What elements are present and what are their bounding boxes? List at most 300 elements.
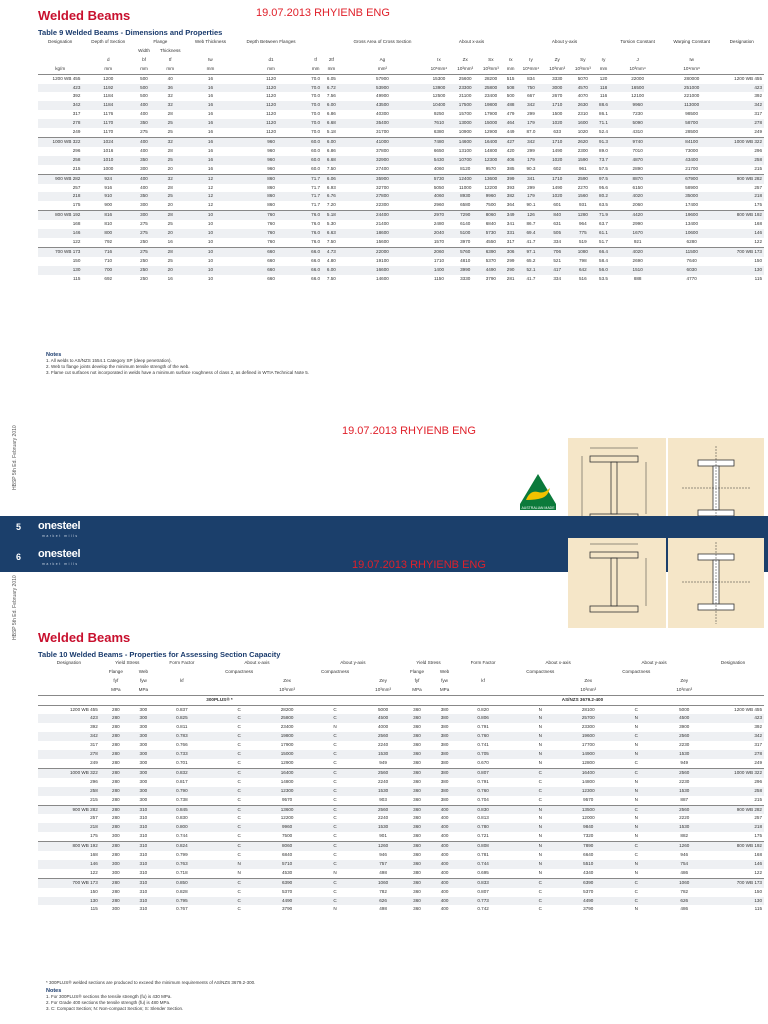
table-cell: 14800	[484, 147, 498, 153]
table-cell: 360	[413, 759, 421, 765]
table9-column-header: About x-axis	[458, 39, 485, 44]
table-cell: 5000	[365, 705, 401, 714]
table-row	[38, 851, 764, 860]
page2-side-text: HBSP 5th Ed. February 2010	[12, 575, 18, 640]
table-cell: 9250	[433, 111, 445, 117]
table-cell: 1590	[577, 156, 588, 162]
table-cell: 1120	[266, 120, 277, 126]
table-cell: 1120	[266, 129, 277, 135]
table-cell: 76.0	[311, 221, 321, 227]
table-cell	[426, 47, 453, 56]
table-cell: Ix	[437, 56, 441, 62]
table-cell: 1710	[544, 137, 570, 146]
table-cell: 0.791	[477, 724, 489, 730]
table-row	[38, 174, 764, 183]
table-row	[38, 257, 764, 266]
table-cell: 57900	[339, 74, 425, 83]
table-cell: 5370	[583, 888, 594, 894]
table-cell: N	[634, 796, 638, 802]
table-cell: N	[333, 869, 337, 875]
table-cell: 1710	[433, 257, 445, 263]
table-cell: 70.0	[311, 93, 321, 99]
table-cell: 8930	[460, 193, 471, 199]
table-cell: 146	[90, 860, 98, 866]
table-cell: 423	[90, 715, 98, 721]
table-cell: 1500	[552, 111, 563, 117]
table-cell: 2670	[552, 93, 563, 99]
table-cell: 800 WB 192	[38, 211, 82, 220]
table-cell: 860	[267, 202, 275, 208]
table-cell: 16	[207, 120, 214, 126]
table-cell: 760	[234, 211, 307, 220]
table-cell: 0.807	[456, 768, 510, 777]
table-cell: 36	[167, 84, 173, 90]
table-cell: 3000	[552, 84, 563, 90]
table-cell: 7230	[632, 111, 643, 117]
table-cell: 5510	[583, 860, 594, 866]
table-cell: 519	[579, 238, 587, 244]
table-cell: 0.807	[477, 888, 489, 894]
table-cell: d1	[268, 56, 274, 62]
table-cell: 400	[140, 111, 148, 117]
table-cell: 1120	[266, 84, 277, 90]
table-cell: 6.05	[324, 74, 340, 83]
table9-column-header: Web Thickness	[194, 39, 227, 44]
table-cell: 60.0	[308, 137, 324, 146]
table10-column-header: About y-axis	[641, 660, 667, 665]
table-cell: 249	[90, 759, 98, 765]
table-cell	[702, 668, 764, 677]
table-cell: 88.6	[599, 102, 608, 108]
section-diagram-4	[668, 538, 764, 628]
table-row	[38, 723, 764, 732]
table-cell: 218	[754, 824, 762, 830]
table-cell: 4340	[583, 869, 594, 875]
table-cell: 400	[433, 842, 456, 851]
table-cell: 10	[207, 275, 214, 281]
table-cell: 5710	[281, 860, 293, 866]
table-cell: 27400	[376, 165, 389, 171]
table-cell: C	[333, 733, 337, 739]
table-row	[38, 137, 764, 146]
table-cell: 15000	[280, 751, 294, 757]
table-cell: 380	[433, 768, 456, 777]
table-cell: 0.780	[477, 824, 489, 830]
table-cell	[155, 668, 209, 677]
table-cell: 10	[207, 266, 214, 272]
table-cell: 122	[754, 238, 762, 244]
table10-column-header: Designation	[56, 660, 82, 665]
table-cell: 25800	[484, 84, 498, 90]
table-cell	[596, 47, 612, 56]
table-cell: 960	[267, 165, 275, 171]
table9-column-header: Gross Area of Cross Section	[353, 39, 412, 44]
table-cell: 122	[72, 238, 81, 244]
table-cell: 53900	[376, 84, 389, 90]
grade-label-left: 300PLUS® *	[206, 696, 233, 702]
table-cell: 130	[754, 897, 762, 903]
table-cell: N	[237, 869, 241, 875]
table-cell	[666, 668, 702, 677]
grade-label-right: AS/NZS 3679.2-400	[561, 696, 604, 702]
table-cell: 25700	[581, 715, 595, 721]
table-cell: 1200 WB 455	[719, 74, 764, 83]
table-cell: 0.718	[176, 869, 188, 875]
table-cell: 1170	[103, 129, 114, 135]
table-cell: 130	[754, 266, 762, 272]
table10-column-header: Designation	[720, 660, 746, 665]
table-cell: 4420	[611, 211, 663, 220]
table-cell: 280	[112, 742, 120, 748]
table-cell: 360	[401, 768, 433, 777]
table-cell: 0.695	[477, 869, 489, 875]
table-cell: 400	[440, 860, 449, 866]
table9-symbol-row	[38, 56, 764, 65]
table-cell: 32	[167, 93, 173, 99]
table-row	[38, 842, 764, 851]
table-cell: 317	[90, 742, 98, 748]
table-cell: 280	[112, 733, 120, 739]
table-cell: N	[538, 724, 542, 730]
table-cell: 810	[104, 221, 113, 227]
table-cell: C	[209, 878, 269, 887]
table-cell: 130	[72, 266, 81, 272]
table-cell: 924	[82, 174, 134, 183]
table-cell: 800 WB 192	[702, 842, 764, 851]
page1-stamp: 19.07.2013 RHYIENB ENG	[256, 7, 390, 19]
table-cell: 21700	[685, 165, 699, 171]
table-cell: C	[305, 768, 365, 777]
table-cell: 150	[754, 888, 762, 894]
table-cell: 400	[134, 174, 154, 183]
table-cell: 1010	[103, 156, 114, 162]
table-cell: 13000	[458, 120, 472, 126]
table-cell: 2630	[577, 102, 588, 108]
table-cell: 901	[379, 833, 387, 839]
table-cell: 275	[140, 230, 148, 236]
table-cell: mm	[134, 65, 154, 74]
table-cell: 9740	[611, 137, 663, 146]
table-cell: 280	[100, 768, 132, 777]
table-cell: 7890	[570, 842, 606, 851]
table-cell: 700 WB 173	[38, 247, 82, 256]
table-cell: 51.7	[599, 238, 608, 244]
table-cell: 52.1	[526, 266, 536, 272]
table-cell: mm	[324, 65, 340, 74]
table-cell: 12400	[452, 174, 478, 183]
table10-column-header: Form Factor	[169, 660, 195, 665]
table-cell: 296	[754, 778, 762, 784]
table-cell: 2560	[666, 768, 702, 777]
table-cell: 423	[754, 84, 762, 90]
table-cell: 280	[100, 878, 132, 887]
table-cell	[518, 47, 545, 56]
table-cell: N	[538, 715, 542, 721]
table-cell: 175	[72, 202, 81, 208]
table-cell: 20	[167, 266, 173, 272]
table-cell: 65.2	[526, 257, 536, 263]
table-cell: 10	[207, 221, 214, 227]
table-cell: 9960	[632, 102, 643, 108]
table-cell: 310	[139, 833, 148, 839]
table-cell: 257	[754, 184, 762, 190]
table-cell: 299	[527, 147, 535, 153]
table-row	[38, 192, 764, 201]
table-cell: C	[237, 778, 241, 784]
table-cell: N	[538, 733, 542, 739]
table-cell: 1080	[570, 247, 596, 256]
table-cell: 60.0	[311, 165, 321, 171]
table-cell: Zex	[283, 677, 291, 683]
table-cell: 380	[413, 869, 421, 875]
table-cell: 0.845	[155, 805, 209, 814]
table-row	[38, 247, 764, 256]
table-cell: 25	[167, 193, 173, 199]
table-cell: 300	[139, 751, 148, 757]
table-cell: 798	[579, 257, 587, 263]
table-cell: 0.781	[477, 852, 489, 858]
table-cell: 341	[518, 174, 545, 183]
table-cell	[702, 677, 764, 686]
table-cell: mm	[154, 65, 187, 74]
table-cell: 41.7	[526, 275, 536, 281]
table-cell: MPa	[100, 686, 132, 695]
table-row	[38, 266, 764, 275]
table-cell: 280	[112, 724, 120, 730]
table10-units-row	[38, 686, 764, 695]
table-cell: 360	[413, 796, 421, 802]
table-cell: 16400	[570, 768, 606, 777]
table-cell: C	[538, 906, 542, 912]
table-cell: 449	[506, 129, 515, 135]
table-cell: 0.760	[477, 787, 489, 793]
table-row	[38, 147, 764, 156]
table-cell: 515	[504, 74, 518, 83]
table-cell: 10⁶mm⁴	[518, 65, 545, 74]
table-cell: 280	[112, 897, 120, 903]
table-cell: fyf	[414, 677, 420, 683]
table-cell: 7320	[583, 833, 594, 839]
table-cell	[702, 686, 764, 695]
table-cell: 7010	[632, 147, 643, 153]
table-cell: 6390	[570, 878, 606, 887]
table-row	[38, 184, 764, 193]
table-cell: Web	[439, 668, 450, 674]
table-cell: 15300	[426, 74, 453, 83]
table-cell	[570, 47, 596, 56]
table-cell: 300	[139, 715, 148, 721]
table-cell: 1120	[266, 93, 277, 99]
table-cell: C	[333, 796, 337, 802]
table-cell: 32	[154, 137, 187, 146]
table-cell: 14600	[376, 275, 389, 281]
table-cell: 2300	[577, 147, 588, 153]
table-cell: 6030	[686, 266, 697, 272]
table-cell: 7610	[433, 120, 445, 126]
table10-notes	[46, 980, 566, 1012]
table-cell: C	[237, 787, 241, 793]
table-cell: 12	[207, 202, 214, 208]
table-cell: 5370	[485, 257, 496, 263]
table-cell: 61.1	[599, 230, 608, 236]
table-cell: 360	[413, 824, 421, 830]
table-cell: 115	[754, 906, 762, 912]
table-cell: 4020	[611, 247, 663, 256]
table-cell: C	[333, 852, 337, 858]
table-row	[38, 84, 764, 93]
table-cell: Sy	[580, 56, 586, 62]
table-cell: 40	[154, 74, 187, 83]
table-cell: C	[538, 888, 542, 894]
table-cell: Compactness	[526, 668, 555, 674]
table9-column-header	[324, 38, 340, 47]
table-cell	[38, 686, 100, 695]
table-cell: Width	[138, 47, 150, 53]
table-cell: mm	[187, 65, 235, 74]
table-cell: 32900	[376, 156, 389, 162]
table-row	[38, 905, 764, 914]
table-cell: N	[634, 715, 638, 721]
table-cell: 4490	[281, 897, 293, 903]
table-cell: 342	[518, 137, 545, 146]
table-cell: 130	[90, 897, 98, 903]
table-cell: 10³mm⁴	[611, 65, 663, 74]
table-cell: 25	[167, 120, 173, 126]
table-row	[38, 74, 764, 83]
table9-column-header	[308, 38, 324, 47]
table-cell: C	[305, 878, 365, 887]
table-cell: 360	[413, 742, 421, 748]
table-cell: 22000	[611, 74, 663, 83]
table-cell: 3900	[679, 724, 690, 730]
table-cell: 380	[440, 796, 449, 802]
table-cell	[155, 686, 209, 695]
table-cell: 500	[134, 74, 154, 83]
table-cell: 86.7	[526, 221, 536, 227]
table-cell: 280	[112, 759, 120, 765]
table10-symbol-row	[38, 677, 764, 686]
table-cell: 2240	[377, 742, 389, 748]
table-cell: 380	[440, 751, 449, 757]
table-cell: 20	[167, 230, 173, 236]
table-cell: C	[538, 796, 542, 802]
table-cell: 63.5	[599, 202, 608, 208]
table-cell: 16	[207, 156, 214, 162]
table-row	[38, 860, 764, 869]
table-cell: C	[237, 724, 241, 730]
table-cell: 360	[413, 888, 421, 894]
table9-header-row	[38, 38, 764, 47]
table-cell: 900 WB 282	[702, 805, 764, 814]
table-cell: 4500	[377, 715, 389, 721]
table-cell: 257	[72, 184, 81, 190]
table-cell: 903	[379, 796, 387, 802]
table-cell: 4.73	[324, 247, 340, 256]
table-cell: 1560	[577, 193, 588, 199]
table-cell: kf	[481, 677, 485, 683]
table-cell: 317	[754, 111, 762, 117]
table-cell: 17900	[484, 111, 498, 117]
table-cell: 9960	[281, 824, 293, 830]
table-cell: 760	[267, 230, 275, 236]
table-cell: 9570	[583, 796, 594, 802]
table-cell: C	[606, 705, 666, 714]
table-cell: 25	[167, 129, 173, 135]
table-cell: 834	[518, 74, 545, 83]
table-cell: tw	[208, 56, 213, 62]
table-cell: 0.850	[155, 878, 209, 887]
table-cell: N	[538, 759, 542, 765]
table-cell: C	[333, 742, 337, 748]
table-cell: 7.20	[326, 202, 336, 208]
table-cell: 215	[754, 165, 762, 171]
table-cell: 6.93	[326, 184, 336, 190]
table-cell: 290	[506, 266, 515, 272]
table-cell: 300	[139, 724, 148, 730]
table-cell: 22000	[339, 247, 425, 256]
table-cell: 7.50	[326, 165, 336, 171]
table-cell: N	[634, 742, 638, 748]
table-cell: 6650	[433, 147, 445, 153]
table-cell: 782	[680, 888, 689, 894]
table-cell: 7.50	[326, 238, 336, 244]
table-cell: mm²	[339, 65, 425, 74]
table-cell: 2230	[679, 742, 690, 748]
table-cell: 406	[506, 156, 515, 162]
table-cell: 12800	[581, 759, 595, 765]
table-cell: 1120	[266, 111, 277, 117]
table-cell: 300	[139, 787, 148, 793]
table-cell: ry	[601, 56, 606, 62]
table10-container	[38, 659, 764, 914]
table-cell: N	[634, 833, 638, 839]
table-cell: N	[634, 860, 638, 866]
table-cell: 19800	[484, 102, 498, 108]
table-cell: 464	[506, 120, 515, 126]
table-cell: 1000 WB 322	[719, 137, 764, 146]
table-cell: Sx	[488, 56, 494, 62]
table-cell: 16	[207, 147, 214, 153]
table-cell: 66.0	[308, 247, 324, 256]
table-cell: 888	[633, 275, 642, 281]
table-cell: 4870	[632, 156, 643, 162]
table-cell: MPa	[433, 686, 456, 695]
table-cell: 4.80	[326, 257, 336, 263]
table-cell: 60.0	[311, 147, 321, 153]
table-cell: 500	[140, 84, 148, 90]
table10-column-header: About y-axis	[340, 660, 366, 665]
table-cell: 58700	[685, 120, 699, 126]
table-cell: 1170	[103, 120, 114, 126]
table-cell: fyf	[113, 677, 119, 683]
table-cell: Iy	[529, 56, 533, 62]
table-cell: 0.817	[176, 778, 188, 784]
table-cell: 310	[132, 842, 155, 851]
table-cell: 1530	[377, 787, 389, 793]
table-cell	[209, 677, 269, 686]
table-cell: Ag	[379, 56, 386, 62]
table-cell: 1260	[666, 842, 702, 851]
table-cell: 14800	[280, 778, 294, 784]
table-cell	[324, 47, 340, 56]
table-cell: C	[237, 906, 241, 912]
table-cell: 1200 WB 455	[702, 705, 764, 714]
table-cell: C	[305, 705, 365, 714]
table-cell: 146	[754, 860, 762, 866]
table-cell: 400	[134, 137, 154, 146]
table-cell: C	[209, 805, 269, 814]
table-cell: 2990	[632, 221, 643, 227]
